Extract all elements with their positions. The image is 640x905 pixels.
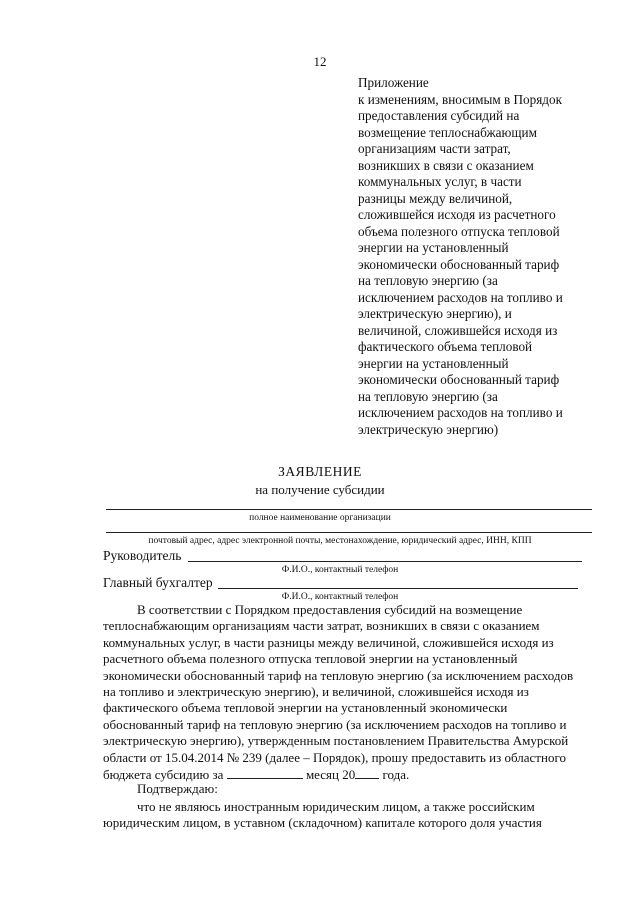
paragraph-line: В соответствии с Порядком предоставления субсидий на возмещение [137,602,523,617]
appendix-line: предоставления субсидий на [358,108,520,123]
paragraph-last-line: бюджета субсидию за месяц 20 года. [103,767,410,783]
appendix-line: экономически обоснованный тариф [358,372,560,387]
paragraph-line: экономически обоснованный тариф на тепловую энергию (за исключением расходов [103,667,574,683]
subsidy-period-blank[interactable] [227,766,303,779]
accountant-line [218,588,578,589]
appendix-line: электрическую энергию) [358,421,499,437]
appendix-line: возникших в связи с оказанием [358,157,534,173]
appendix-line: разницы между величиной, [358,190,513,206]
head-label: Руководитель [103,548,182,563]
paragraph-line: обоснованный тариф на тепловую энергию (за исключением расходов на топливо и [103,716,567,732]
statement-paragraph [103,602,599,783]
appendix-block [358,75,608,438]
appendix-line: объема полезного отпуска тепловой [358,223,560,239]
paragraph-line: коммунальных услуг, в части разницы между величиной, сложившейся исходя из [103,634,554,650]
appendix-line: исключением расходов на топливо и [358,405,563,420]
appendix-line: энергии на установленный [358,240,509,255]
confirm-paragraph [103,799,599,832]
year-blank[interactable] [355,766,379,779]
appendix-line: фактического объема тепловой [358,339,533,354]
accountant-caption: Ф.И.О., контактный телефон [281,592,399,602]
appendix-line: экономически обоснованный тариф [358,256,560,272]
paragraph-line: что не являюсь иностранным юридическим лицом, а также российским [137,799,535,814]
address-line [106,532,592,533]
appendix-line: организациям части затрат, [358,141,511,156]
appendix-line: исключением расходов на топливо и [358,289,563,305]
appendix-line: электрическую энергию), и [358,306,512,321]
appendix-line: на тепловую энергию (за [358,273,498,288]
paragraph-line: расчетного объема полезного отпуска тепловой энергии на установленный [103,651,518,667]
appendix-line: на тепловую энергию (за [358,388,498,404]
paragraph-line: теплоснабжающим организациям части затрат, возникших в связи с оказанием [103,618,540,634]
document-subtitle: на получение субсидии [255,482,385,497]
org-name-caption: полное наименование организации [249,513,391,523]
confirm-label: Подтверждаю: [137,781,218,796]
address-caption: почтовый адрес, адрес электронной почты, местонахождение, юридический адрес, ИНН, КПП [148,536,532,546]
paragraph-line: области от 15.04.2014 № 239 (далее – Порядок), прошу предоставить из областного [103,749,566,765]
appendix-line: энергии на установленный [358,355,509,371]
paragraph-line: электрическую энергию), утвержденным постановлением Правительства Амурской [103,733,569,749]
head-caption: Ф.И.О., контактный телефон [281,565,399,575]
appendix-line: величиной, сложившейся исходя из [358,322,558,338]
appendix-line: сложившейся исходя из расчетного [358,207,556,222]
paragraph-line: на топливо и электрическую энергию), и величиной, сложившейся исходя из [103,684,529,700]
head-line [188,561,582,562]
paragraph-line: фактического объема тепловой энергии на установленный экономически [103,700,508,716]
document-title: ЗАЯВЛЕНИЕ [278,464,362,479]
appendix-line: коммунальных услуг, в части [358,174,522,189]
page-number: 12 [313,54,327,69]
accountant-label: Главный бухгалтер [103,575,213,590]
appendix-heading: Приложение [358,75,429,90]
org-name-line [106,509,592,510]
paragraph-line: юридическим лицом, в уставном (складочном) капитале которого доля участия [103,815,542,831]
appendix-line: к изменениям, вносимым в Порядок [358,91,562,107]
appendix-line: возмещение теплоснабжающим [358,124,537,140]
